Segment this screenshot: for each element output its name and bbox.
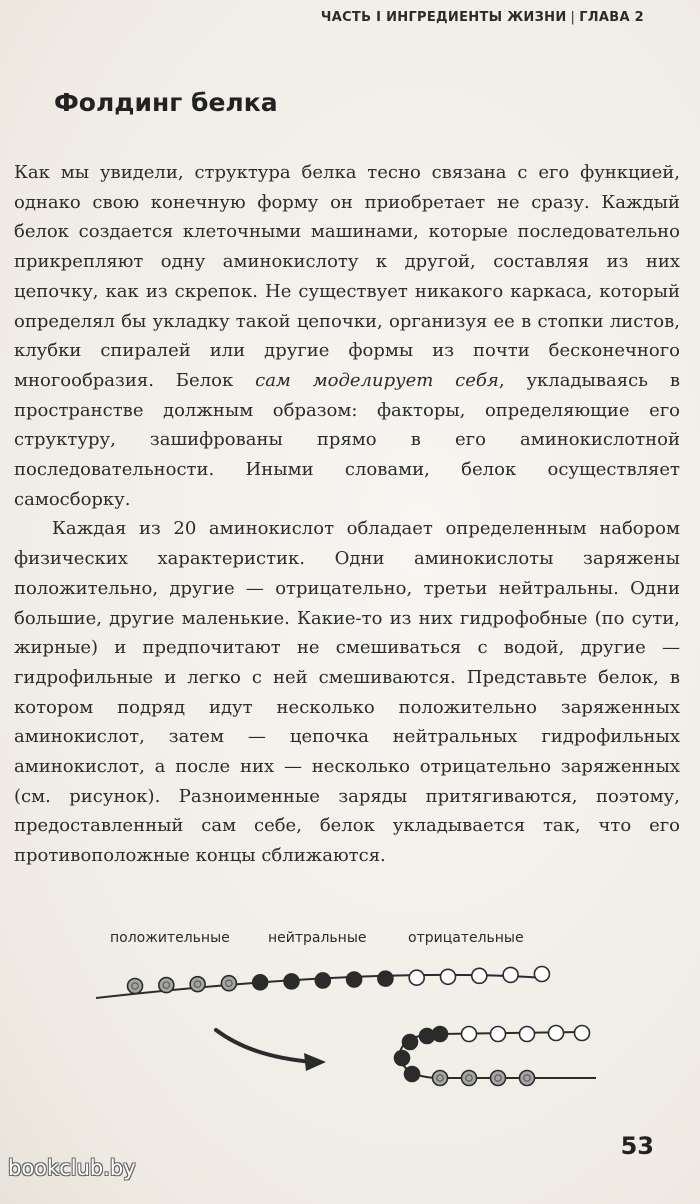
bead-neutral <box>403 1035 418 1050</box>
bead-negative <box>441 969 456 984</box>
running-head-chapter: ГЛАВА 2 <box>579 10 644 25</box>
arrow-head <box>304 1053 326 1071</box>
running-head-part: ЧАСТЬ I ИНГРЕДИЕНТЫ ЖИЗНИ <box>320 10 567 25</box>
section-title: Фолдинг белка <box>54 88 278 117</box>
bead-positive <box>433 1071 448 1086</box>
bead-neutral <box>284 974 299 989</box>
paragraph-1-italic: сам моделирует себя <box>255 369 499 391</box>
bead-positive <box>190 977 205 992</box>
page-number: 53 <box>620 1132 654 1160</box>
bead-neutral <box>347 972 362 987</box>
bead-neutral <box>253 975 268 990</box>
label-positive: положительные <box>110 930 230 946</box>
bead-neutral <box>378 971 393 986</box>
watermark: bookclub.by <box>8 1156 136 1180</box>
bead-neutral <box>433 1027 448 1042</box>
linear-chain <box>96 967 549 999</box>
running-head <box>321 10 644 25</box>
fold-arrow <box>216 1030 326 1071</box>
bead-positive <box>520 1071 535 1086</box>
bead-negative <box>503 967 518 982</box>
bead-positive <box>159 978 174 993</box>
folded-chain <box>395 1026 597 1086</box>
running-head-separator: | <box>570 10 576 25</box>
bead-positive <box>491 1071 506 1086</box>
bead-negative <box>575 1026 590 1041</box>
bead-positive <box>221 976 236 991</box>
bead-negative <box>472 968 487 983</box>
paragraph-1-text-b: , укладываясь в пространстве должным образом: факторы, определяющие его структуру, зашифрованы прямо в его аминокислотной последовательности. Иными словами, белок осуществляет самосборку. <box>14 369 680 510</box>
bead-negative <box>409 970 424 985</box>
paragraph-1-text-a: Как мы увидели, структура белка тесно связана с его функцией, однако свою конечную форму он приобретает не сразу. Каждый белок создается клеточными машинами, которые последовательно прикрепляют одну аминокислоту к другой, составляя из них цепочку, как из скрепок. Не существует никакого каркаса, который определял бы укладку такой цепочки, организуя ее в стопки листов, клубки спиралей или другие формы из почти бесконечного многообразия. Белок <box>14 162 680 391</box>
bead-neutral <box>315 973 330 988</box>
bead-negative <box>549 1026 564 1041</box>
bead-negative <box>462 1027 477 1042</box>
bead-positive <box>462 1071 477 1086</box>
bead-neutral <box>405 1067 420 1082</box>
label-negative: отрицательные <box>408 930 524 946</box>
bead-negative <box>534 967 549 982</box>
paragraph-1 <box>14 158 680 514</box>
bead-neutral <box>395 1051 410 1066</box>
bead-negative <box>491 1027 506 1042</box>
label-neutral: нейтральные <box>268 930 367 946</box>
bead-positive <box>128 979 143 994</box>
arrow-shaft <box>216 1030 312 1062</box>
body-text <box>14 158 680 871</box>
protein-folding-diagram <box>0 950 700 1100</box>
bead-negative <box>520 1027 535 1042</box>
paragraph-2: Каждая из 20 аминокислот обладает определенным набором физических характеристик. Одни аминокислоты заряжены положительно, другие — отрицательно, третьи нейтральны. Одни большие, другие маленькие. Какие-то из них гидрофобные (по сути, жирные) и предпочитают не смешиваться с водой, другие — гидрофильные и легко с ней смешиваются. Представьте белок, в котором подряд идут несколько положительно заряженных аминокислот, затем — цепочка нейтральных гидрофильных аминокислот, а после них — несколько отрицательно заряженных (см. рисунок). Разноименные заряды притягиваются, поэтому, предоставленный сам себе, белок укладывается так, что его противоположные концы сближаются. <box>14 518 680 867</box>
